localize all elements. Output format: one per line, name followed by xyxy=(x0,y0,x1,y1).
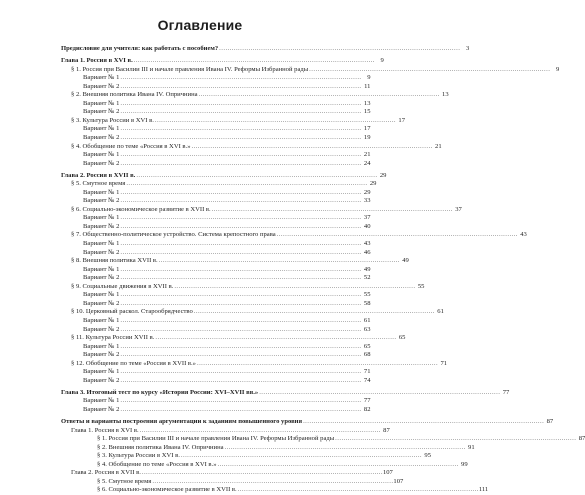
toc-entry xyxy=(61,197,371,206)
toc-entry xyxy=(61,151,371,160)
toc-entry-page: 58 xyxy=(363,299,371,307)
toc-entry xyxy=(61,99,371,109)
toc-entry-page: 82 xyxy=(363,405,371,413)
toc-entry-page: 29 xyxy=(379,171,387,179)
toc-entry-page: 61 xyxy=(437,308,444,316)
toc-entry xyxy=(61,299,371,309)
dot-leader xyxy=(199,91,439,100)
toc-entry xyxy=(61,74,371,83)
dot-leader xyxy=(259,389,499,398)
toc-entry-label: § 8. Внешняя политика XVII в. xyxy=(71,257,158,265)
toc-entry-page: 29 xyxy=(369,180,377,188)
toc-entry xyxy=(61,417,554,427)
toc-entry-page: 111 xyxy=(478,486,489,494)
toc-entry-page: 71 xyxy=(363,368,371,376)
toc-entry xyxy=(61,159,371,169)
toc-entry-label: § 6. Социально-экономическое развитие в XVII в. xyxy=(97,486,237,494)
toc-entry xyxy=(61,435,585,444)
dot-leader xyxy=(120,266,360,275)
dot-leader xyxy=(120,189,360,198)
toc-entry-label: § 5. Смутное время xyxy=(97,477,152,485)
toc-entry-page: 49 xyxy=(402,257,409,265)
toc-entry-page: 19 xyxy=(363,133,371,141)
dot-leader xyxy=(212,206,452,215)
toc-entry-page: 107 xyxy=(393,477,404,485)
dot-leader xyxy=(335,435,575,444)
toc-entry xyxy=(61,257,409,266)
toc-entry-page: 43 xyxy=(520,231,527,239)
toc-entry xyxy=(61,426,390,436)
toc-entry-label: Вариант № 1 xyxy=(83,265,120,273)
dot-leader xyxy=(197,360,437,369)
toc-entry xyxy=(61,248,371,258)
toc-entry xyxy=(61,405,371,415)
toc-entry-label: § 9. Социальные движения в XVII в. xyxy=(71,282,174,290)
toc-entry-label: Вариант № 1 xyxy=(83,125,120,133)
toc-entry-page: 77 xyxy=(363,397,371,405)
toc-entry-page: 91 xyxy=(468,443,475,451)
toc-entry-label: Вариант № 1 xyxy=(83,151,120,159)
dot-leader xyxy=(155,334,395,343)
dot-leader xyxy=(120,317,360,326)
toc-entry-label: § 3. Культура России в XVI в. xyxy=(97,452,180,460)
toc-entry-label: Глава 3. Итоговый тест по курсу «История России: XVI–XVII вв.» xyxy=(61,388,259,396)
toc-entry-page: 87 xyxy=(578,435,585,443)
toc-entry xyxy=(61,342,371,352)
toc-entry-label: Глава 1. Россия в XVI в. xyxy=(61,57,133,65)
toc-entry-page: 33 xyxy=(363,197,371,205)
toc-entry xyxy=(61,359,448,369)
dot-leader xyxy=(120,240,360,249)
dot-leader xyxy=(120,249,360,258)
toc-entry xyxy=(61,82,371,92)
toc-entry xyxy=(61,282,425,292)
toc-entry-page: 11 xyxy=(364,82,371,90)
dot-leader xyxy=(120,125,360,134)
toc-entry-page: 55 xyxy=(363,291,371,299)
toc-entry-label: § 3. Культура России в XVI в. xyxy=(71,116,154,124)
toc-entry-page: 68 xyxy=(363,351,371,359)
toc-entry-page: 71 xyxy=(440,359,448,367)
dot-leader xyxy=(120,343,360,352)
toc-entry-page: 61 xyxy=(363,316,371,324)
toc-entry xyxy=(61,334,406,343)
toc-entry-label: Вариант № 2 xyxy=(83,299,120,307)
dot-leader xyxy=(120,151,360,160)
toc-entry-label: Вариант № 1 xyxy=(83,74,120,82)
toc-entry-label: § 2. Внешняя политика Ивана IV. Опричнина xyxy=(71,91,198,99)
toc-entry xyxy=(61,65,560,75)
toc-entry-label: Глава 2. Россия в XVII в. xyxy=(61,171,136,179)
toc-entry-label: § 4. Обобщение по теме «Россия в XVI в.» xyxy=(97,460,217,468)
toc-entry xyxy=(61,231,527,240)
dot-leader xyxy=(309,66,549,75)
toc-entry-label: Глава 1. Россия в XVI в. xyxy=(71,426,139,434)
dot-leader xyxy=(155,117,395,126)
toc-entry-label: Ответы и варианты построения аргументации к заданиям повышенного уровня xyxy=(61,417,303,425)
toc-entry xyxy=(61,171,387,181)
toc-entry-label: Глава 2. Россия в XVII в. xyxy=(71,469,141,477)
toc-entry-label: Вариант № 1 xyxy=(83,342,120,350)
toc-entry-label: Вариант № 2 xyxy=(83,274,120,282)
toc-entry xyxy=(61,388,510,398)
toc-entry-page: 29 xyxy=(363,188,371,196)
toc-entry-page: 43 xyxy=(363,240,371,248)
toc-entry-label: Вариант № 1 xyxy=(83,188,120,196)
dot-leader xyxy=(159,257,399,266)
toc-entry-label: § 1. Россия при Василии III и начале правления Ивана IV. Реформы Избранной рады xyxy=(71,65,309,73)
toc-entry-page: 77 xyxy=(502,388,510,396)
dot-leader xyxy=(120,326,360,335)
toc-entry xyxy=(61,316,371,326)
toc-entry xyxy=(61,486,489,495)
toc-entry-page: 40 xyxy=(363,222,371,230)
dot-leader xyxy=(120,300,360,309)
toc-entry xyxy=(61,57,384,66)
toc-entry-label: § 1. Россия при Василии III и начале правления Ивана IV. Реформы Избранной рады xyxy=(97,435,335,443)
toc-entry xyxy=(61,125,371,134)
toc-entry-label: § 4. Обобщение по теме «Россия в XVI в.» xyxy=(71,142,191,150)
toc-entry xyxy=(61,376,371,386)
toc-entry xyxy=(61,91,449,100)
toc-entry xyxy=(61,240,371,249)
toc-entry xyxy=(61,214,371,223)
toc-entry-page: 65 xyxy=(398,334,406,342)
dot-leader xyxy=(120,377,360,386)
toc-entry xyxy=(61,188,371,198)
toc-entry-page: 46 xyxy=(363,248,371,256)
toc-entry-label: Вариант № 2 xyxy=(83,248,120,256)
dot-leader xyxy=(219,45,459,54)
toc-entry-label: § 10. Церковный раскол. Старообрядчество xyxy=(71,308,193,316)
toc-entry-page: 9 xyxy=(380,57,384,65)
toc-entry-label: Вариант № 2 xyxy=(83,351,120,359)
toc-entry-label: Вариант № 2 xyxy=(83,197,120,205)
toc-entry xyxy=(61,325,371,335)
toc-entry-label: Вариант № 2 xyxy=(83,159,120,167)
dot-leader xyxy=(140,427,380,436)
dot-leader xyxy=(120,274,360,283)
dot-leader xyxy=(174,283,414,292)
toc-entry-page: 55 xyxy=(417,282,425,290)
toc-entry-label: Вариант № 2 xyxy=(83,376,120,384)
dot-leader xyxy=(120,368,360,377)
toc-entry-label: § 11. Культура России XVII в. xyxy=(71,334,155,342)
toc-entry-page: 37 xyxy=(455,205,462,213)
toc-entry xyxy=(61,460,468,470)
toc-entry-label: § 2. Внешняя политика Ивана IV. Опричнина xyxy=(97,443,224,451)
dot-leader xyxy=(192,143,432,152)
toc-entry xyxy=(61,265,371,275)
toc-entry-label: Вариант № 2 xyxy=(83,108,120,116)
toc-entry-page: 13 xyxy=(363,99,371,107)
toc-entry-label: § 12. Обобщение по теме «Россия в XVII в.» xyxy=(71,359,196,367)
toc-entry-page: 24 xyxy=(363,159,371,167)
toc-entry-page: 9 xyxy=(367,74,371,82)
toc-entry-label: Вариант № 1 xyxy=(83,99,120,107)
toc-entry-label: Вариант № 2 xyxy=(83,222,120,230)
dot-leader xyxy=(277,231,517,240)
toc-entry xyxy=(61,274,371,283)
toc-entry-page: 21 xyxy=(363,151,371,159)
table-of-contents xyxy=(61,45,585,495)
dot-leader xyxy=(120,214,360,223)
toc-entry xyxy=(61,291,371,300)
toc-entry-page: 99 xyxy=(461,460,468,468)
toc-entry-page: 95 xyxy=(424,452,431,460)
toc-entry-label: Вариант № 2 xyxy=(83,82,120,90)
dot-leader xyxy=(120,160,360,169)
toc-entry-label: Вариант № 1 xyxy=(83,368,120,376)
toc-entry-page: 9 xyxy=(555,65,560,73)
toc-entry xyxy=(61,443,475,453)
toc-entry-page: 74 xyxy=(363,376,371,384)
toc-entry xyxy=(61,45,470,54)
toc-entry xyxy=(61,351,371,360)
dot-leader xyxy=(120,223,360,232)
dot-leader xyxy=(120,134,360,143)
toc-entry xyxy=(61,116,405,126)
toc-entry-page: 21 xyxy=(435,142,442,150)
dot-leader xyxy=(134,57,374,66)
toc-entry xyxy=(61,222,371,232)
dot-leader xyxy=(120,108,360,117)
dot-leader xyxy=(120,197,360,206)
toc-entry-label: § 5. Смутное время xyxy=(71,180,126,188)
dot-leader xyxy=(120,397,360,406)
toc-entry xyxy=(61,142,442,152)
dot-leader xyxy=(238,486,478,495)
dot-leader xyxy=(126,180,366,189)
toc-entry-page: 17 xyxy=(398,116,405,124)
toc-entry-label: Вариант № 2 xyxy=(83,325,120,333)
toc-entry xyxy=(61,308,444,317)
toc-entry-page: 13 xyxy=(442,91,449,99)
dot-leader xyxy=(152,478,392,487)
dot-leader xyxy=(181,452,421,461)
toc-entry-page: 52 xyxy=(363,274,371,282)
toc-entry xyxy=(61,133,371,143)
toc-entry-page: 15 xyxy=(363,108,371,116)
toc-entry xyxy=(61,205,462,215)
toc-entry xyxy=(61,368,371,377)
toc-entry xyxy=(61,452,431,461)
toc-entry xyxy=(61,108,371,117)
dot-leader xyxy=(120,83,360,92)
dot-leader xyxy=(225,444,465,453)
dot-leader xyxy=(218,461,458,470)
dot-leader xyxy=(142,469,382,478)
dot-leader xyxy=(120,74,360,83)
dot-leader xyxy=(120,351,360,360)
toc-entry-page: 3 xyxy=(465,45,470,52)
toc-entry-label: § 7. Общественно-политическое устройство. Система крепостного права xyxy=(71,231,276,239)
toc-entry-label: Вариант № 1 xyxy=(83,316,120,324)
toc-entry-label: Вариант № 1 xyxy=(83,214,120,222)
toc-entry-page: 17 xyxy=(363,125,371,133)
dot-leader xyxy=(303,418,543,427)
toc-entry-page: 63 xyxy=(363,325,371,333)
dot-leader xyxy=(120,406,360,415)
toc-entry-label: Предисловие для учителя: как работать с пособием? xyxy=(61,45,219,52)
toc-entry-page: 87 xyxy=(383,426,390,434)
toc-entry-label: Вариант № 2 xyxy=(83,133,120,141)
toc-entry-page: 37 xyxy=(363,214,371,222)
dot-leader xyxy=(120,100,360,109)
toc-entry xyxy=(61,469,393,478)
toc-entry-label: Вариант № 1 xyxy=(83,291,120,299)
toc-entry-page: 87 xyxy=(546,417,554,425)
dot-leader xyxy=(136,172,376,181)
toc-entry-label: Вариант № 2 xyxy=(83,405,120,413)
toc-entry xyxy=(61,180,377,189)
toc-entry-page: 65 xyxy=(363,342,371,350)
dot-leader xyxy=(120,291,360,300)
toc-entry xyxy=(61,477,404,487)
toc-entry-page: 107 xyxy=(382,469,393,477)
dot-leader xyxy=(194,308,434,317)
page-title: Оглавление xyxy=(157,17,243,33)
toc-entry-label: Вариант № 1 xyxy=(83,240,120,248)
toc-entry xyxy=(61,397,371,406)
toc-entry-label: Вариант № 1 xyxy=(83,397,120,405)
toc-entry-page: 49 xyxy=(363,265,371,273)
toc-entry-label: § 6. Социально-экономическое развитие в XVII в. xyxy=(71,205,211,213)
